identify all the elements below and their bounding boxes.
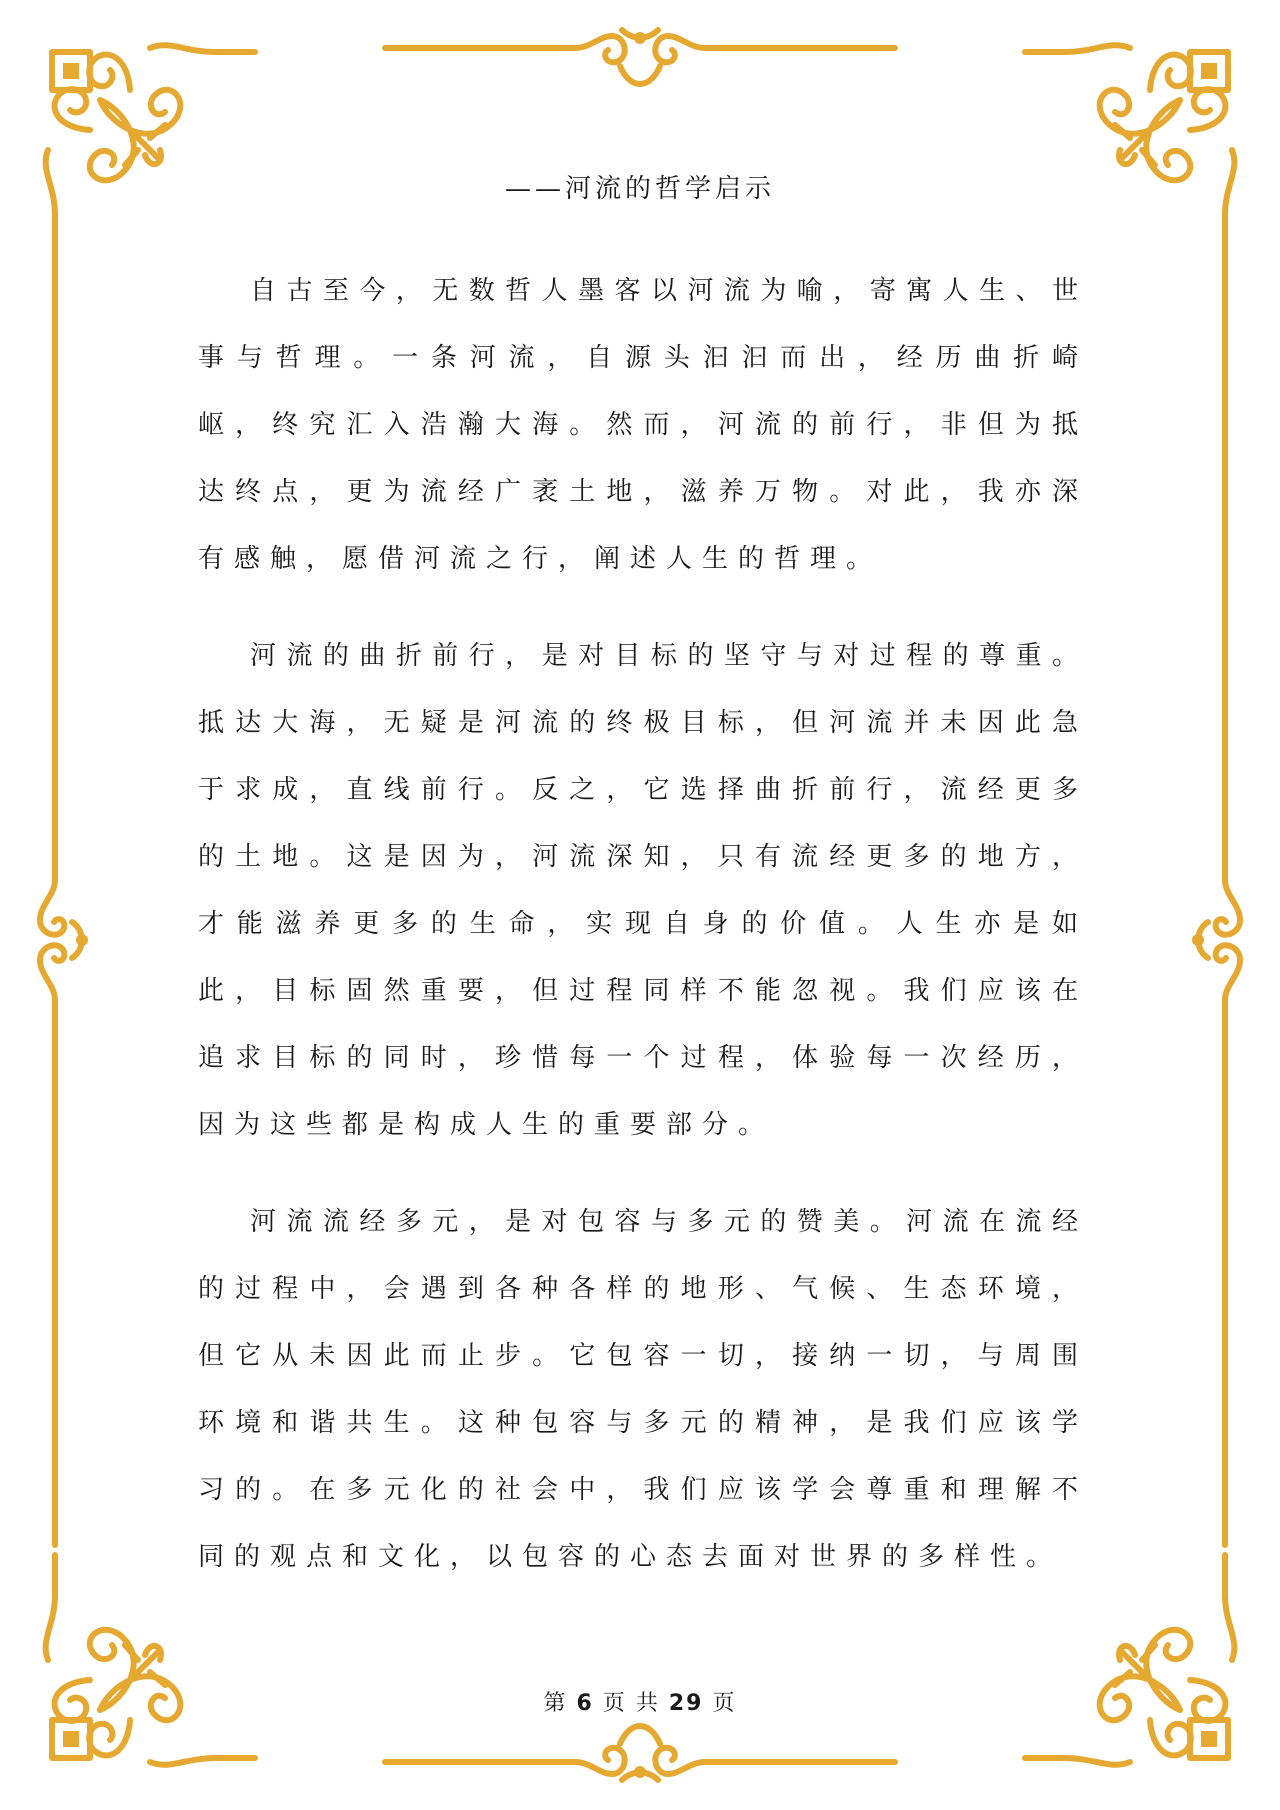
page-footer bbox=[0, 1686, 1280, 1717]
paragraph-2: 河流的曲折前行，是对目标的坚守与对过程的尊重。抵达大海，无疑是河流的终极目标，但河流并未因此急于求成，直线前行。反之，它选择曲折前行，流经更多的土地。这是因为，河流深知，只有流经更多的地方，才能滋养更多的生命，实现自身的价值。人生亦是如此，目标固然重要，但过程同样不能忽视。我们应该在追求目标的同时，珍惜每一个过程，体验每一次经历，因为这些都是构成人生的重要部分。 bbox=[198, 641, 1088, 1140]
footer-suffix: 页 bbox=[712, 1691, 737, 1716]
article-body bbox=[198, 258, 1088, 1621]
footer-prefix: 第 bbox=[543, 1691, 568, 1716]
paragraph-1: 自古至今，无数哲人墨客以河流为喻，寄寓人生、世事与哲理。一条河流，自源头汩汩而出，经历曲折崎岖，终究汇入浩瀚大海。然而，河流的前行，非但为抵达终点，更为流经广袤土地，滋养万物。对此，我亦深有感触，愿借河流之行，阐述人生的哲理。 bbox=[198, 276, 1088, 574]
paragraph-3: 河流流经多元，是对包容与多元的赞美。河流在流经的过程中，会遇到各种各样的地形、气候、生态环境，但它从未因此而止步。它包容一切，接纳一切，与周围环境和谐共生。这种包容与多元的精神，是我们应该学习的。在多元化的社会中，我们应该学会尊重和理解不同的观点和文化，以包容的心态去面对世界的多样性。 bbox=[198, 1207, 1088, 1572]
current-page-number: 6 bbox=[576, 1691, 594, 1716]
total-page-count: 29 bbox=[668, 1691, 704, 1716]
footer-middle: 页 共 bbox=[602, 1691, 660, 1716]
page-title: ——河流的哲学启示 bbox=[504, 174, 775, 204]
